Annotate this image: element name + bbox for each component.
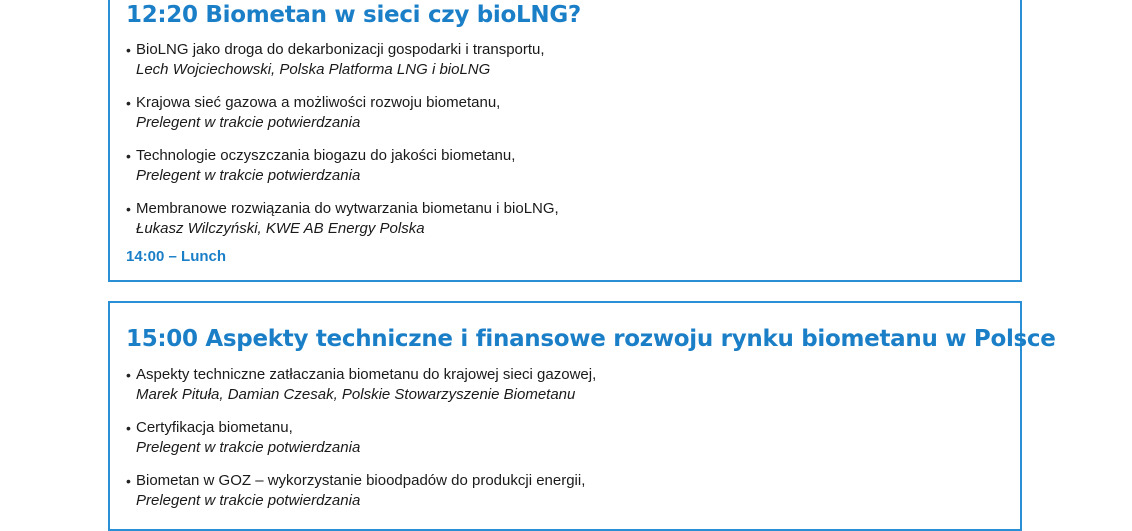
bullet: • [126, 420, 131, 436]
talk-speaker: Prelegent w trakcie potwierdzania [136, 439, 361, 456]
bullet: • [126, 148, 131, 164]
session-title: 15:00 Aspekty techniczne i finansowe rozwoju rynku biometanu w Polsce [126, 326, 1056, 352]
talk-speaker: Prelegent w trakcie potwierdzania [136, 167, 361, 184]
talk-title: BioLNG jako droga do dekarbonizacji gospodarki i transportu, [136, 41, 545, 58]
talk-title: Membranowe rozwiązania do wytwarzania biometanu i bioLNG, [136, 200, 559, 217]
session-box-afternoon [108, 301, 1056, 531]
talk-title: Biometan w GOZ – wykorzystanie bioodpadów do produkcji energii, [136, 472, 586, 489]
talk-speaker: Prelegent w trakcie potwierdzania [136, 114, 361, 131]
talk-item [126, 146, 559, 186]
talk-speaker: Prelegent w trakcie potwierdzania [136, 492, 361, 509]
talk-speaker: Marek Pituła, Damian Czesak, Polskie Stowarzyszenie Biometanu [136, 386, 576, 403]
bullet: • [126, 201, 131, 217]
lunch-break-label: 14:00 – Lunch [126, 248, 227, 265]
bullet: • [126, 473, 131, 489]
talk-title: Technologie oczyszczania biogazu do jakości biometanu, [136, 147, 516, 164]
talk-speaker: Łukasz Wilczyński, KWE AB Energy Polska [136, 220, 425, 237]
talk-item [126, 471, 596, 511]
talk-title: Aspekty techniczne zatłaczania biometanu do krajowej sieci gazowej, [136, 366, 597, 383]
bullet: • [126, 95, 131, 111]
talk-title: Certyfikacja biometanu, [136, 419, 293, 436]
talk-list [126, 40, 559, 252]
session-box-lunch [108, 0, 1022, 282]
talk-title: Krajowa sieć gazowa a możliwości rozwoju biometanu, [136, 94, 501, 111]
bullet: • [126, 42, 131, 58]
talk-item [126, 418, 596, 458]
talk-item [126, 93, 559, 133]
talk-list [126, 365, 596, 524]
talk-item [126, 40, 559, 80]
talk-item [126, 199, 559, 239]
talk-speaker: Lech Wojciechowski, Polska Platforma LNG i bioLNG [136, 61, 491, 78]
bullet: • [126, 367, 131, 383]
session-title: 12:20 Biometan w sieci czy bioLNG? [126, 2, 581, 28]
talk-item [126, 365, 596, 405]
